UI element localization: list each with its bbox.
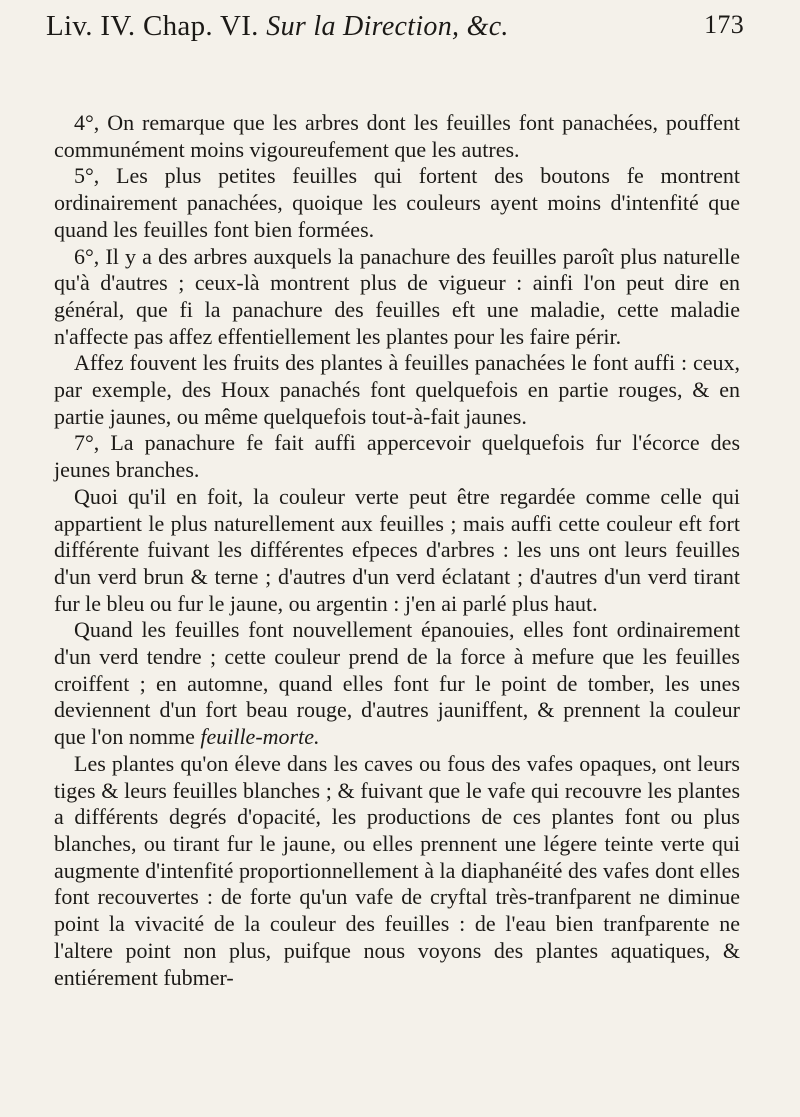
paragraph-8: Les plantes qu'on éleve dans les caves ou fous des vafes opaques, ont leurs tiges & leurs feuilles blanches ; & fuivant que le vafe qui recouvre les plantes a différents degrés d'opacité, les productions de ces plantes font ou plus blanches, ou tirant fur le jaune, ou elles prennent une légere teinte verte qui augmente d'intenfité proportionnellement à la diaphanéité des vafes dont elles font recouvertes : de forte qu'un vafe de cryftal très-tranfparent ne diminue point la vivacité de la couleur des feuilles : de l'eau bien tranfparente ne l'altere point non plus, puifque nous voyons des plantes aquatiques, & entiérement fubmer- <box>54 750 740 990</box>
paragraph-1: 4°, On remarque que les arbres dont les feuilles font panachées, pouffent communément moins vigoureufement que les autres. <box>54 110 740 162</box>
paragraph-7: Quand les feuilles font nouvellement épanouies, elles font ordinairement d'un verd tendre ; cette couleur prend de la force à mefure que les feuilles croiffent ; en automne, quand elles font fur le point de tomber, les unes deviennent d'un fort beau rouge, d'autres jauniffent, & prennent la couleur que l'on nomme feuille-morte. <box>54 617 740 750</box>
chapter-title: Sur la Direction, &c. <box>266 11 509 42</box>
paragraph-3: 6°, Il y a des arbres auxquels la panachure des feuilles paroît plus naturelle qu'à d'autres ; ceux-là montrent plus de vigueur : ainfi l'on peut dire en général, que fi la panachure des feuilles eft une maladie, cette maladie n'affecte pas affez effentiellement les plantes pour les faire périr. <box>54 243 740 349</box>
body-text <box>54 110 740 991</box>
paragraph-4: Affez fouvent les fruits des plantes à feuilles panachées le font auffi : ceux, par exemple, des Houx panachés font quelquefois en partie rouges, & en partie jaunes, ou même quelquefois tout-à-fait jaunes. <box>54 350 740 429</box>
page-number: 173 <box>704 10 744 39</box>
paragraph-6: Quoi qu'il en foit, la couleur verte peut être regardée comme celle qui appartient le plus naturellement aux feuilles ; mais auffi cette couleur eft fort différente fuivant les différentes efpeces d'arbres : les uns ont leurs feuilles d'un verd brun & terne ; d'autres d'un verd éclatant ; d'autres d'un verd tirant fur le bleu ou fur le jaune, ou argentin : j'en ai parlé plus haut. <box>54 483 740 616</box>
paragraph-5: 7°, La panachure fe fait auffi appercevoir quelquefois fur l'écorce des jeunes branches. <box>54 430 740 483</box>
book-chapter-label <box>46 10 509 43</box>
chapter-number: Chap. VI. <box>142 10 259 42</box>
running-header <box>46 10 746 70</box>
book-number: Liv. IV. <box>46 10 136 42</box>
paragraph-2: 5°, Les plus petites feuilles qui fortent des boutons fe montrent ordinairement panachées, quoique les couleurs ayent moins d'intenfité que quand les feuilles font bien formées. <box>54 163 740 242</box>
italic-term: feuille-morte. <box>200 724 320 750</box>
